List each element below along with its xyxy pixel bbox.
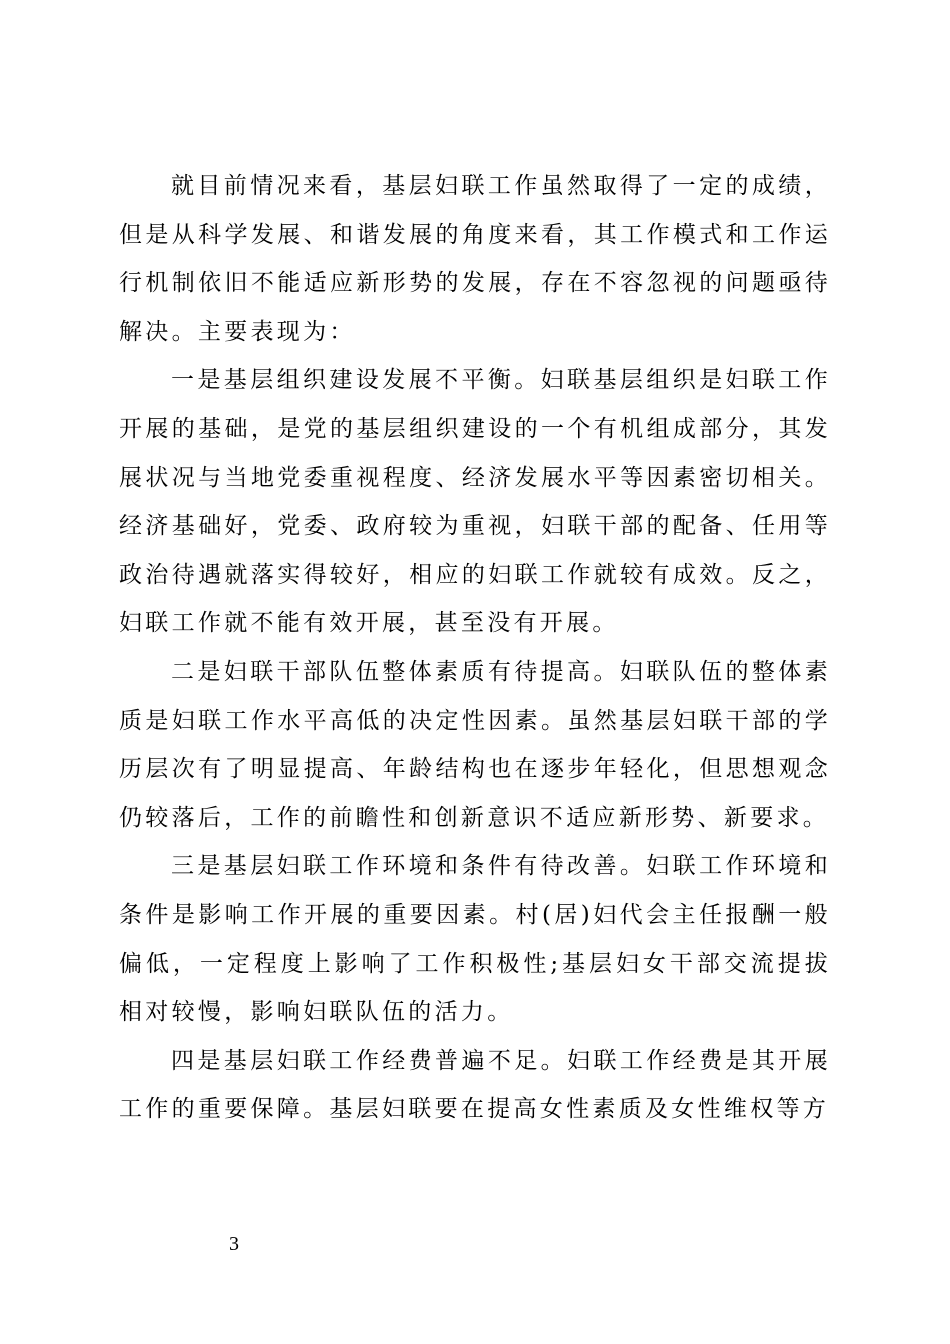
paragraph-2: 一是基层组织建设发展不平衡。妇联基层组织是妇联工作开展的基础，是党的基层组织建设的一个有机组成部分，其发展状况与当地党委重视程度、经济发展水平等因素密切相关。经济基础好，党委、政府较为重视，妇联干部的配备、任用等政治待遇就落实得较好，相应的妇联工作就较有成效。反之，妇联工作就不能有效开展，甚至没有开展。 — [119, 367, 831, 637]
paragraph-4: 三是基层妇联工作环境和条件有待改善。妇联工作环境和条件是影响工作开展的重要因素。村(居)妇代会主任报酬一般偏低，一定程度上影响了工作积极性;基层妇女干部交流提拔相对较慢，影响妇联队伍的活力。 — [119, 853, 831, 1026]
paragraph-3: 二是妇联干部队伍整体素质有待提高。妇联队伍的整体素质是妇联工作水平高低的决定性因素。虽然基层妇联干部的学历层次有了明显提高、年龄结构也在逐步年轻化，但思想观念仍较落后，工作的前瞻性和创新意识不适应新形势、新要求。 — [119, 658, 831, 831]
paragraph-5: 四是基层妇联工作经费普遍不足。妇联工作经费是其开展工作的重要保障。基层妇联要在提高女性素质及女性维权等方 — [119, 1047, 831, 1123]
paragraph-1: 就目前情况来看，基层妇联工作虽然取得了一定的成绩，但是从科学发展、和谐发展的角度来看，其工作模式和工作运行机制依旧不能适应新形势的发展，存在不容忽视的问题亟待解决。主要表现为： — [119, 173, 831, 345]
body-text — [119, 162, 831, 1134]
page-number: 3 — [229, 1233, 239, 1255]
